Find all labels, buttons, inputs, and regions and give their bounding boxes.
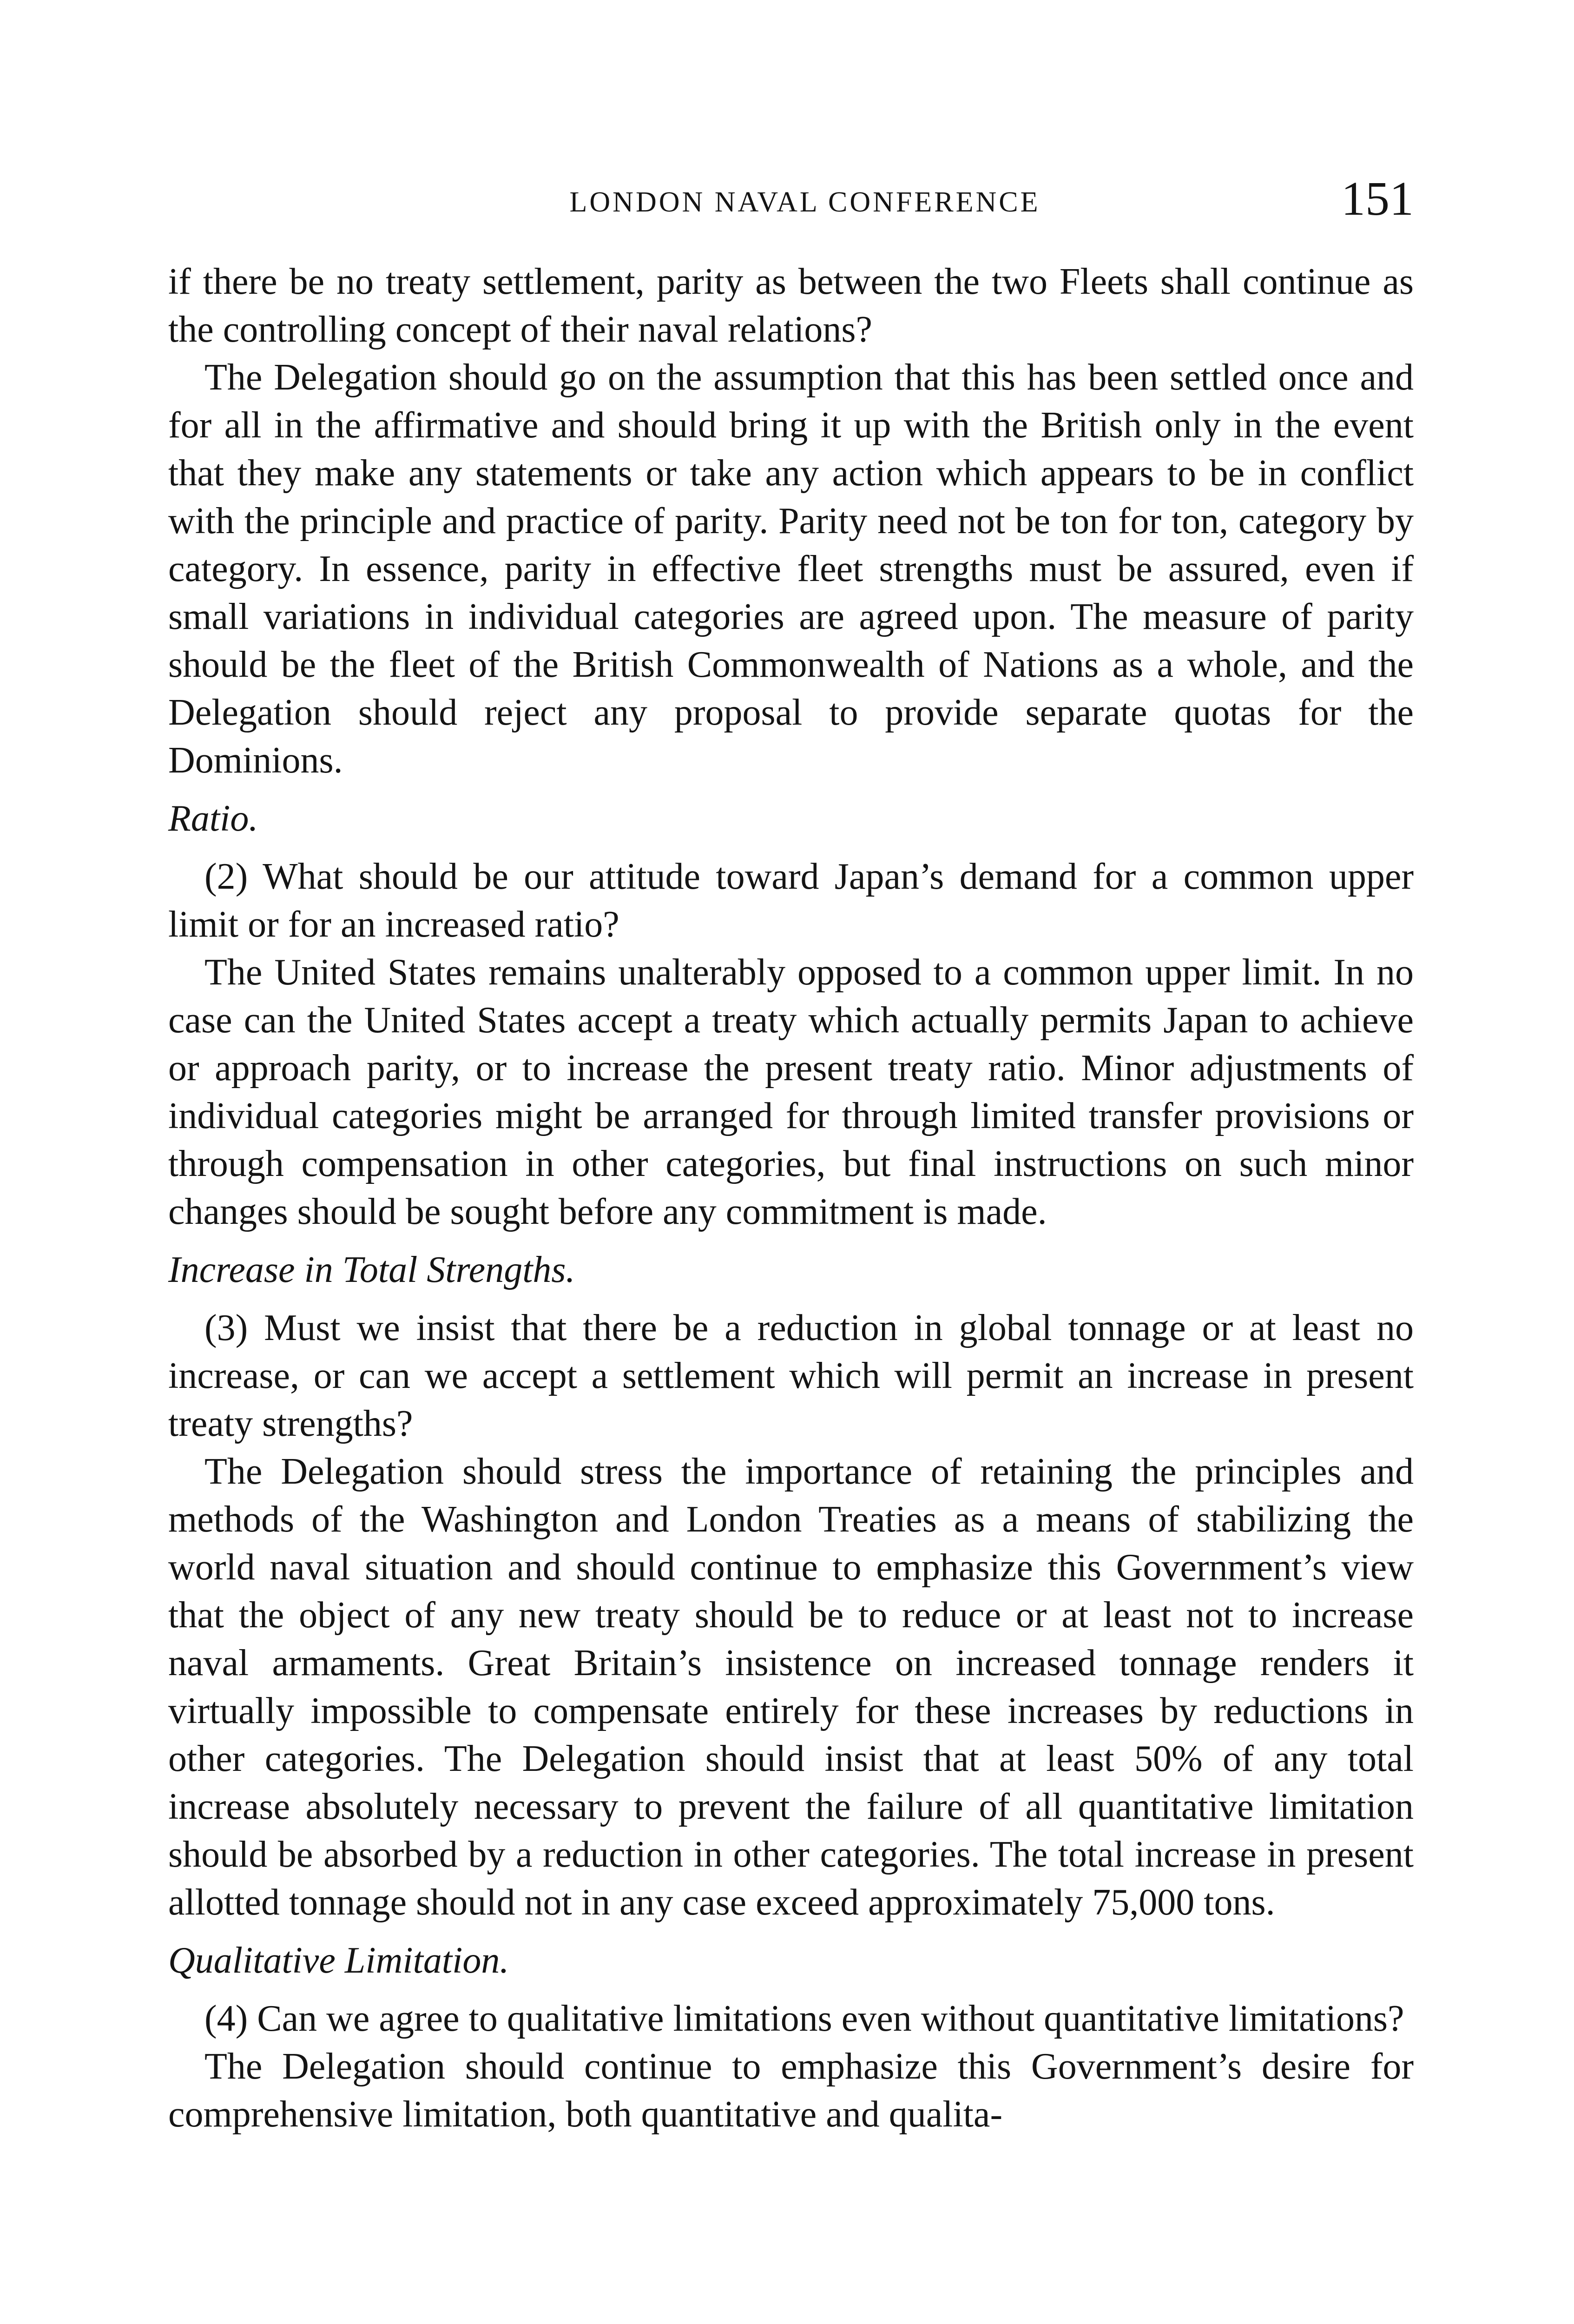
- section-heading-increase: Increase in Total Strengths.: [168, 1249, 575, 1290]
- paragraph-parity-answer: The Delegation should go on the assumption that this has been settled once and for all in the affirmative and should bring it up with the British only in the event that they make any statements or take any action which appears to be in conflict with the principle and practice of parity. Parity need not be ton for ton, category by category. In essence, parity in effective fleet strengths must be assured, even if small variations in individual categories are agreed upon. The measure of parity should be the fleet of the British Commonwealth of Nations as a whole, and the Delegation should reject any proposal to provide separate quotas for the Dominions.: [168, 357, 1414, 781]
- paragraph-continuation: if there be no treaty settlement, parity as between the two Fleets shall continue as the controlling concept of their naval relations?: [168, 261, 1414, 350]
- answer-2: The United States remains unalterably opposed to a common upper limit. In no case can the United States accept a treaty which actually permits Japan to achieve or approach parity, or to increase the present treaty ratio. Minor adjustments of individual categories might be arranged for through limited transfer provisions or through compensation in other categories, but final instructions on such minor changes should be sought before any commitment is made.: [168, 952, 1414, 1232]
- page-number: 151: [1341, 172, 1414, 225]
- section-heading-ratio: Ratio.: [168, 798, 258, 839]
- answer-3: The Delegation should stress the importance of retaining the principles and methods of the Washington and London Treaties as a means of stabilizing the world naval situation and should continue to emphasize this Government’s view that the object of any new treaty should be to reduce or at least not to increase naval armaments. Great Britain’s insistence on increased tonnage renders it virtually impossible to compensate entirely for these increases by reductions in other categories. The Delegation should insist that at least 50% of any total increase absolutely necessary to prevent the failure of all quantitative limitation should be absorbed by a reduction in other categories. The total increase in present allotted tonnage should not in any case exceed approximately 75,000 tons.: [168, 1451, 1414, 1923]
- running-head: [168, 167, 1414, 223]
- question-2: (2) What should be our attitude toward Japan’s demand for a common upper limit or for an increased ratio?: [168, 856, 1414, 945]
- section-heading-qualitative: Qualitative Limitation.: [168, 1940, 509, 1981]
- body-text: [168, 258, 1414, 2139]
- question-3: (3) Must we insist that there be a reduction in global tonnage or at least no increase, or can we accept a settlement which will permit an increase in present treaty strengths?: [168, 1307, 1414, 1444]
- answer-4: The Delegation should continue to emphasize this Government’s desire for comprehensive limitation, both quantitative and qualita-: [168, 2046, 1414, 2135]
- running-title: LONDON NAVAL CONFERENCE: [569, 186, 1041, 218]
- question-4: (4) Can we agree to qualitative limitations even without quantitative limitations?: [204, 1998, 1404, 2039]
